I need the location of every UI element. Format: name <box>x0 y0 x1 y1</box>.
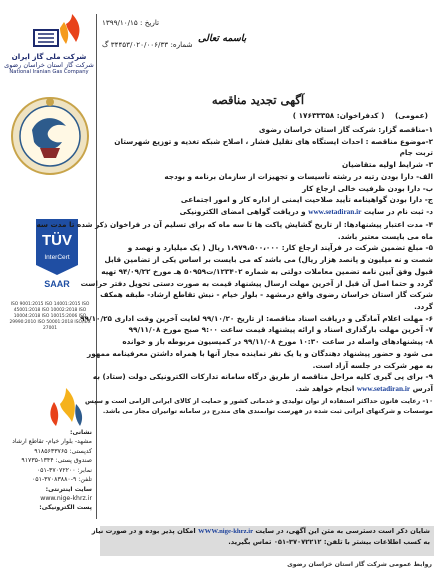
tender-subheading <box>120 111 432 120</box>
address-tail: انجام خواهد شد. <box>295 384 355 394</box>
body-line: ماه می بایست معتبر باشد. <box>337 231 433 241</box>
body-line: ۶- مهلت اعلام آمادگی و دریافت اسناد مناقصه: از تاریخ ۹۹/۱۰/۲۰ لغایت آخرین وقت اداری ۹۹/۱۰/۲۵ <box>80 313 433 323</box>
contact-line: نمابر: ۳۷۰۷۲۲۰۰-۰۵۱ <box>36 466 92 474</box>
tuv-saar-label: SAAR <box>44 279 70 289</box>
notice-post: امکان پذیر بوده و در صورت نیاز <box>91 527 196 535</box>
notice-pre: شایان ذکر است دسترسی به متن این آگهی، در سایت <box>255 527 430 535</box>
contact-line: مشهد- بلوار خیام- تقاطع ارشاد <box>12 438 92 446</box>
registration-text: د- ثبت نام در سایت <box>363 207 433 217</box>
body-line: تربت جام <box>399 148 433 158</box>
body-line: ۵- مبلغ تضمین شرکت در فرآیند ارجاع کار: ۱،۹۷۹،۵۰۰،۰۰۰ ریال ( یک میلیارد و نهصد و <box>127 243 433 253</box>
body-line: گردد. <box>414 302 433 312</box>
body-line: موسسات و شرکتهای ایرانی ثبت شده در فهرست توانمندی های مندرج در سامانه توانیران مجاز می باشد. <box>102 407 433 416</box>
setadiran-link-2[interactable]: www.setadiran.ir <box>356 385 411 394</box>
body-line: شصت و نه میلیون و پانصد هزار ریال) می باشد که می بایست بر اساس یکی از تضامین قابل <box>104 255 433 265</box>
setadiran-link[interactable]: www.setadiran.ir <box>308 208 362 217</box>
registration-tail: و دریافت گواهی امضای الکترونیکی <box>179 207 306 217</box>
notice-line-1 <box>91 526 434 537</box>
body-line: می شود و حضور پیشنهاد دهندگان و یا یک نفر نماینده مجاز آنها با همراه داشتن معرفینامه ممهور <box>87 348 433 358</box>
body-line: گردد و حتما اصل آن قبل از آخرین مهلت ارسال پیشنهاد قیمت به صورت دستی تحویل دفتر حراست <box>80 278 433 288</box>
tuv-sub-label: InterCert <box>44 254 70 261</box>
contact-line: کدپستی: ۹۱۸۵۶۳۳۷۶۵ <box>34 447 92 455</box>
document-date: تاریخ : ۱۳۹۹/۱۰/۱۵ <box>102 18 160 27</box>
contact-info <box>4 428 92 513</box>
contact-website-link[interactable]: www.nige-khrz.ir <box>40 494 92 502</box>
contact-line: نشانی: <box>69 429 92 436</box>
body-line: قبول وفق آیین نامه تضمین معاملات دولتی به شماره ۱۲۳۴۰۲/ت۵۰۹۵۹ هـ مورخ ۹۴/۰۹/۲۲ تهیه <box>101 266 433 276</box>
document-number: شماره: ۳۴۴۵۳/۰۲۰/۰۰۶/۳۳ گ <box>102 40 193 49</box>
body-line: ج- دارا بودن گواهینامه تأیید صلاحیت ایمنی از اداره کار و امور اجتماعی <box>180 195 433 205</box>
company-name-sub: شرکت گاز استان خراسان رضوی <box>4 61 94 69</box>
contact-line: سایت اینترنتی: <box>45 485 92 493</box>
tender-type: (عمومی) <box>394 111 428 120</box>
body-line-registration <box>100 206 433 219</box>
contact-line: تلفن: ۹-۳۷۰۸۳۸۸۰-۰۵۱ <box>31 476 92 484</box>
company-name-fa: شرکت ملی گاز ایران <box>11 52 87 61</box>
company-name-en: National Iranian Gas Company <box>9 69 89 76</box>
contact-line: صندوق پستی: ۱۳۴۴-۹۱۷۳۵ <box>21 457 92 465</box>
page-title: آگهی تجدید مناقصه <box>211 93 305 107</box>
company-logo-text <box>2 52 96 76</box>
tricolor-flame-icon <box>44 386 88 428</box>
body-line: ۹- برای پی گیری کلیه مراحل مناقصه از طریق درگاه سامانه تدارکات الکترونیکی دولت (ستاد) به <box>92 372 433 382</box>
body-line: ۱-مناقصه گزار: شرکت گاز استان خراسان رضوی <box>258 125 433 134</box>
calligraphy-emblem-icon <box>10 92 90 178</box>
contact-line: پست الکترونیکی: <box>39 504 92 512</box>
nigc-flame-logo-icon <box>28 10 90 50</box>
body-line: شرکت گاز استان خراسان رضوی واقع درمشهد - بلوار خیام - نبش تقاطع ارشاد- طبقه همکف <box>100 290 433 300</box>
body-line: ۴- مدت اعتبار پیشنهادها: از تاریخ گشایش پاکت ها تا سه ماه که برای تسلیم آن در فراخوان ذکر شده تا مدت سه <box>36 219 433 229</box>
body-line: ۸- پیشنهادهای واصله در ساعت ۱۰:۳۰ مورخ ۹۹/۱۱/۰۸ در کمیسیون مربوطه باز و خوانده <box>122 337 433 347</box>
body-line: ب- دارا بودن ظرفیت خالی ارجاع کار <box>302 183 433 193</box>
body-line-address <box>100 383 433 396</box>
sidebar-divider <box>96 14 97 519</box>
body-line: ۱۰- رعایت قانون حداکثر استفاده از توان تولیدی و خدماتی کشور و حمایت از کالای ایرانی الزامی است و سپس <box>85 396 433 405</box>
body-line: ۲-موضوع مناقصه : احداث ایستگاه های تقلیل فشار ، اصلاح شبکه تغذیه و توزیع شهرستان <box>114 136 433 146</box>
iso-certifications: ISO 9001:2015 ISO 14001:2015 ISO 45001:2018 ISO 10002:2018 ISO 10004:2018 ISO 10015:2006 ISO 29990:2010 ISO 50001:2018 ISO/IEC 27001 <box>9 302 91 331</box>
body-line: الف- دارا بودن رتبه در رشته تأسیسات و تجهیزات از سازمان برنامه و بودجه <box>164 171 433 181</box>
address-label: آدرس <box>412 384 433 394</box>
footer-signature: روابط عمومی شرکت گاز استان خراسان رضوی <box>287 561 432 568</box>
nige-khrz-link[interactable]: WWW.nige-khrz.ir <box>197 528 254 535</box>
basmah-title: باسمه تعالی <box>198 33 247 44</box>
tender-call-code: ( کدفراخوان: ۱۷۶۳۳۳۵۸ ) <box>292 111 385 120</box>
body-line: ۳- شرایط اولیه متقاضیان <box>342 160 433 170</box>
tuv-brand-label: TÜV <box>42 232 72 249</box>
notice-box <box>91 526 434 556</box>
body-line: به مهر شرکت در جلسه آزاد است. <box>312 360 433 370</box>
body-line: ۷- آخرین مهلت بارگذاری اسناد و ارائه پیشنهاد قیمت ساعت ۹:۰۰ صبح مورخ ۹۹/۱۱/۰۸ <box>128 325 433 335</box>
notice-line-2: به کسب اطلاعات بیشتر با تلفن: ۳۷۰۷۲۲۱۲-۰۵۱ تماس بگیرید. <box>228 538 430 547</box>
